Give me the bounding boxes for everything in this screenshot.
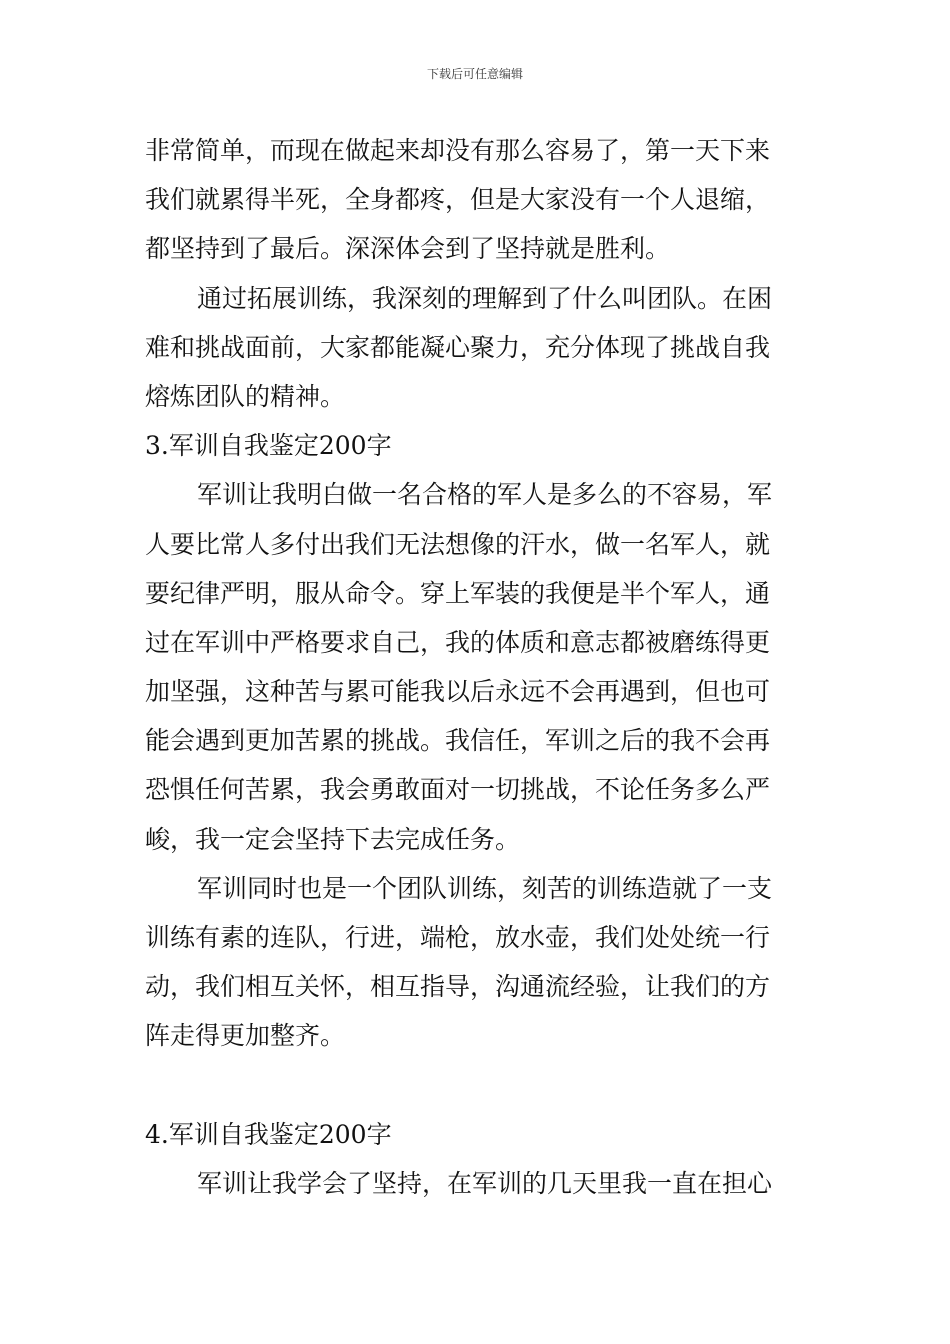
paragraph-start-line: 军训同时也是一个团队训练，刻苦的训练造就了一支 [197,873,773,903]
text-line: 能会遇到更加苦累的挑战。我信任，军训之后的我不会再 [145,726,771,756]
section-heading-4: 4.军训自我鉴定200字 [145,1119,392,1149]
page-header: 下载后可任意编辑 [426,67,523,81]
paragraph-start-line: 通过拓展训练，我深刻的理解到了什么叫团队。在困 [197,283,773,313]
text-line: 人要比常人多付出我们无法想像的汗水，做一名军人，就 [145,529,771,559]
text-line: 我们就累得半死，全身都疼，但是大家没有一个人退缩， [145,185,771,215]
text-line: 熔炼团队的精神。 [145,381,346,411]
text-line: 加坚强，这种苦与累可能我以后永远不会再遇到，但也可 [145,677,771,707]
text-line: 恐惧任何苦累，我会勇敢面对一切挑战，不论任务多么严 [145,775,771,805]
text-line: 动，我们相互关怀，相互指导，沟通流经验，让我们的方 [145,972,771,1002]
document-body [145,126,815,1208]
text-line: 非常简单，而现在做起来却没有那么容易了，第一天下来 [145,136,771,165]
paragraph-start-line: 军训让我明白做一名合格的军人是多么的不容易，军 [197,480,773,510]
text-line: 要纪律严明，服从命令。穿上军装的我便是半个军人，通 [145,578,771,608]
blank-line [145,1061,815,1110]
paragraph-start-line: 军训让我学会了坚持，在军训的几天里我一直在担心 [197,1168,773,1198]
text-line: 峻，我一定会坚持下去完成任务。 [145,824,521,854]
text-line: 过在军训中严格要求自己，我的体质和意志都被磨练得更 [145,627,771,657]
text-line: 难和挑战面前，大家都能凝心聚力，充分体现了挑战自我 [145,332,771,362]
text-line: 阵走得更加整齐。 [145,1021,346,1051]
text-line: 都坚持到了最后。深深体会到了坚持就是胜利。 [145,234,671,264]
section-heading-3: 3.军训自我鉴定200字 [145,431,392,461]
text-line: 训练有素的连队，行进，端枪，放水壶，我们处处统一行 [145,923,771,952]
